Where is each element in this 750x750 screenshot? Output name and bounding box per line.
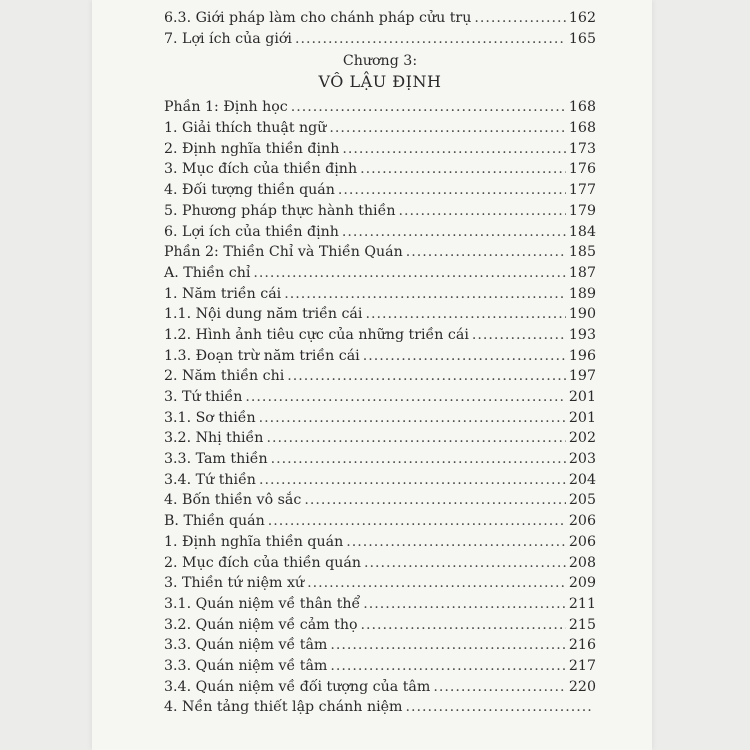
toc-entry xyxy=(164,428,596,449)
toc-entry xyxy=(164,470,596,491)
toc-entry xyxy=(164,697,596,718)
toc-entry xyxy=(164,139,596,160)
toc-entry xyxy=(164,222,596,243)
toc-entry-label: Phần 1: Định học xyxy=(164,99,288,116)
dot-leader xyxy=(245,387,566,408)
dot-leader xyxy=(329,118,566,139)
toc-entry-label: 3.1. Sơ thiền xyxy=(164,409,256,426)
toc-entry-label: 3.4. Tứ thiền xyxy=(164,471,256,488)
dot-leader xyxy=(361,615,566,636)
dot-leader xyxy=(365,304,565,325)
toc-entry-label: 3. Thiền tứ niệm xứ xyxy=(164,575,305,592)
dot-leader xyxy=(304,490,566,511)
toc-entry-page-number: 168 xyxy=(568,99,596,116)
toc-entry xyxy=(164,29,596,50)
toc-entry-label: 1. Năm triền cái xyxy=(164,285,282,302)
toc-entry-label: 3. Mục đích của thiền định xyxy=(164,161,358,178)
dot-leader xyxy=(398,201,565,222)
toc-entry xyxy=(164,180,596,201)
toc-entry-page-number: 185 xyxy=(568,244,596,261)
toc-entry-label: 3.1. Quán niệm về thân thể xyxy=(164,595,361,612)
toc-entry xyxy=(164,159,596,180)
dot-leader xyxy=(271,449,566,470)
dot-leader xyxy=(342,222,566,243)
toc-entry-label: 1. Định nghĩa thiền quán xyxy=(164,533,344,550)
toc-entry xyxy=(164,242,596,263)
toc-entry-label: 1.2. Hình ảnh tiêu cực của những triền cái xyxy=(164,326,469,343)
book-page xyxy=(92,0,652,750)
dot-leader xyxy=(360,159,566,180)
toc-entry-label: 5. Phương pháp thực hành thiền xyxy=(164,202,396,219)
toc-entry-page-number: 205 xyxy=(568,492,596,509)
table-of-contents xyxy=(164,8,596,718)
dot-leader xyxy=(474,8,566,29)
dot-leader xyxy=(259,470,566,491)
dot-leader xyxy=(268,511,566,532)
dot-leader xyxy=(433,677,566,698)
toc-entry xyxy=(164,594,596,615)
chapter-heading xyxy=(164,51,596,95)
toc-entry-label: 3.2. Nhị thiền xyxy=(164,430,264,447)
dot-leader xyxy=(342,139,566,160)
toc-entry-page-number: 176 xyxy=(568,161,596,178)
toc-entry-label: 7. Lợi ích của giới xyxy=(164,30,292,47)
toc-entry-label: 4. Bốn thiền vô sắc xyxy=(164,492,302,509)
toc-entry-label: Phần 2: Thiền Chỉ và Thiền Quán xyxy=(164,244,403,261)
toc-entry-page-number: 215 xyxy=(568,616,596,633)
dot-leader xyxy=(405,697,593,718)
dot-leader xyxy=(287,366,566,387)
chapter-label: Chương 3: xyxy=(342,53,418,70)
toc-entry xyxy=(164,532,596,553)
toc-entry xyxy=(164,615,596,636)
toc-entry-label: A. Thiền chỉ xyxy=(164,264,251,281)
toc-entry-page-number: 201 xyxy=(568,409,596,426)
toc-entry-page-number: 208 xyxy=(568,554,596,571)
toc-entry-label: 3.3. Quán niệm về tâm xyxy=(164,657,328,674)
toc-entry xyxy=(164,325,596,346)
toc-entry xyxy=(164,408,596,429)
toc-entry-page-number: 211 xyxy=(568,595,596,612)
toc-entry xyxy=(164,263,596,284)
toc-entry-label: 3.3. Tam thiền xyxy=(164,451,268,468)
toc-entry-label: 1.1. Nội dung năm triền cái xyxy=(164,306,363,323)
toc-entry-label: 1. Giải thích thuật ngữ xyxy=(164,120,327,137)
toc-entry xyxy=(164,656,596,677)
toc-entry-page-number: 193 xyxy=(568,326,596,343)
toc-entry-label: 2. Mục đích của thiền quán xyxy=(164,554,361,571)
toc-entry-page-number: 206 xyxy=(568,513,596,530)
toc-entry xyxy=(164,490,596,511)
dot-leader xyxy=(330,656,566,677)
dot-leader xyxy=(307,573,566,594)
toc-entry xyxy=(164,304,596,325)
dot-leader xyxy=(363,346,566,367)
toc-entry-label: 3.4. Quán niệm về đối tượng của tâm xyxy=(164,678,431,695)
toc-section-before xyxy=(164,8,596,49)
toc-entry-page-number: 203 xyxy=(568,451,596,468)
toc-entry-label: B. Thiền quán xyxy=(164,513,265,530)
toc-entry xyxy=(164,449,596,470)
dot-leader xyxy=(406,242,566,263)
toc-entry xyxy=(164,284,596,305)
toc-entry-label: 2. Định nghĩa thiền định xyxy=(164,140,340,157)
toc-entry-page-number: 202 xyxy=(568,430,596,447)
toc-entry-label: 6. Lợi ích của thiền định xyxy=(164,223,339,240)
toc-entry-page-number: 165 xyxy=(568,30,596,47)
dot-leader xyxy=(330,635,566,656)
toc-entry xyxy=(164,346,596,367)
toc-entry-label: 1.3. Đoạn trừ năm triền cái xyxy=(164,347,360,364)
toc-entry-page-number: 168 xyxy=(568,120,596,137)
toc-entry-label: 3.3. Quán niệm về tâm xyxy=(164,637,328,654)
dot-leader xyxy=(291,97,566,118)
toc-entry-page-number: 196 xyxy=(568,347,596,364)
toc-entry-page-number: 179 xyxy=(568,202,596,219)
toc-entry xyxy=(164,387,596,408)
toc-entry-page-number: 201 xyxy=(568,389,596,405)
dot-leader xyxy=(364,553,566,574)
toc-entry xyxy=(164,118,596,139)
toc-entry-page-number: 197 xyxy=(568,368,596,385)
toc-entry xyxy=(164,201,596,222)
dot-leader xyxy=(259,408,566,429)
toc-entry-page-number: 187 xyxy=(568,264,596,281)
dot-leader xyxy=(472,325,566,346)
toc-entry-label: 3. Tứ thiền xyxy=(164,389,243,405)
toc-entry-label: 2. Năm thiền chi xyxy=(164,368,285,385)
dot-leader xyxy=(338,180,566,201)
toc-entry xyxy=(164,677,596,698)
dot-leader xyxy=(346,532,566,553)
toc-entry xyxy=(164,8,596,29)
dot-leader xyxy=(363,594,566,615)
toc-section-after xyxy=(164,97,596,718)
toc-entry-label: 3.2. Quán niệm về cảm thọ xyxy=(164,616,358,633)
dot-leader xyxy=(295,29,566,50)
dot-leader xyxy=(253,263,566,284)
toc-entry-page-number: 173 xyxy=(568,140,596,157)
toc-entry xyxy=(164,573,596,594)
toc-entry xyxy=(164,635,596,656)
toc-entry-label: 4. Nền tảng thiết lập chánh niệm xyxy=(164,699,403,716)
toc-entry-page-number: 189 xyxy=(568,285,596,302)
toc-entry xyxy=(164,553,596,574)
chapter-title: VÔ LẬU ĐỊNH xyxy=(318,72,442,92)
toc-entry-label: 4. Đối tượng thiền quán xyxy=(164,182,335,199)
toc-entry-page-number: 220 xyxy=(568,678,596,695)
toc-entry-page-number: 206 xyxy=(568,533,596,550)
dot-leader xyxy=(266,428,565,449)
toc-entry-page-number: 177 xyxy=(568,182,596,199)
toc-entry-page-number: 216 xyxy=(568,637,596,654)
toc-entry xyxy=(164,97,596,118)
toc-entry xyxy=(164,366,596,387)
toc-entry-page-number: 184 xyxy=(568,223,596,240)
toc-entry-page-number: 162 xyxy=(568,10,596,26)
toc-entry-label: 6.3. Giới pháp làm cho chánh pháp cửu trụ xyxy=(164,10,472,26)
toc-entry-page-number: 209 xyxy=(568,575,596,592)
toc-entry-page-number: 190 xyxy=(568,306,596,323)
toc-entry xyxy=(164,511,596,532)
dot-leader xyxy=(284,284,566,305)
toc-entry-page-number: 217 xyxy=(568,657,596,674)
toc-entry-page-number: 204 xyxy=(568,471,596,488)
